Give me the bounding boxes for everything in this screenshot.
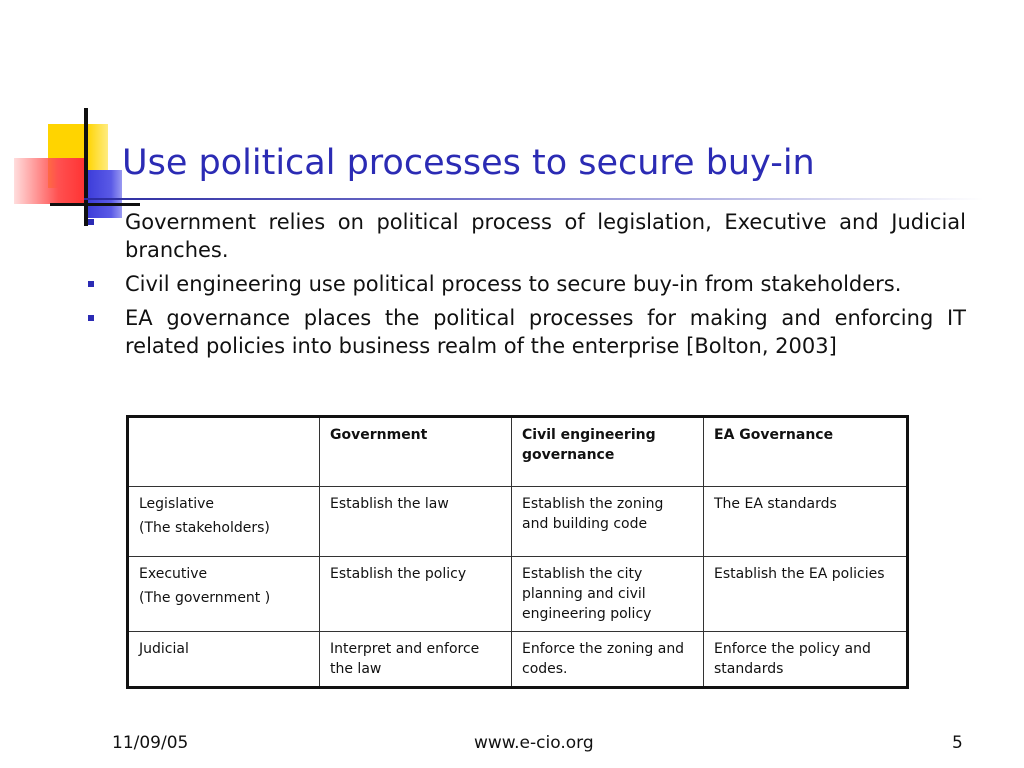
row-header-judicial [128,632,320,688]
comparison-table-wrapper [126,415,906,689]
bullet-item [88,304,966,360]
title-underline [84,198,984,200]
row-label: Executive [139,566,208,582]
row-sublabel: (The government ) [139,590,271,606]
square-bullet-icon [88,219,94,225]
table-cell: Establish the policy [320,557,512,632]
bullet-item [88,270,966,298]
square-bullet-icon [88,281,94,287]
slide-title: Use political processes to secure buy-in [122,143,815,183]
table-cell: Establish the city planning and civil engineering policy [512,557,704,632]
table-row [128,557,908,632]
comparison-table [126,415,909,689]
row-header-executive [128,557,320,632]
bullet-text: Government relies on political process of legislation, Executive and Judicial branches. [125,210,966,262]
table-row [128,487,908,557]
square-bullet-icon [88,315,94,321]
row-label: Judicial [139,641,189,657]
table-row [128,632,908,688]
table-cell: Enforce the zoning and codes. [512,632,704,688]
deco-horizontal-line [50,203,140,206]
bullet-list [88,208,966,366]
bullet-text: Civil engineering use political process to secure buy-in from stakeholders. [125,272,902,296]
table-header-government: Government [320,417,512,487]
table-cell: Establish the zoning and building code [512,487,704,557]
footer-url: www.e-cio.org [474,733,594,753]
table-cell: Enforce the policy and standards [704,632,908,688]
table-cell: The EA standards [704,487,908,557]
table-header-row [128,417,908,487]
row-header-legislative [128,487,320,557]
table-cell: Establish the EA policies [704,557,908,632]
bullet-text: EA governance places the political processes for making and enforcing IT related policies into business realm of the enterprise [Bolton, 2003] [125,306,966,358]
row-sublabel: (The stakeholders) [139,520,270,536]
deco-red-square [14,158,88,204]
bullet-item [88,208,966,264]
footer-page-number: 5 [952,733,963,753]
row-label: Legislative [139,496,214,512]
table-cell: Establish the law [320,487,512,557]
footer-date: 11/09/05 [112,733,189,753]
table-header-cell-empty [128,417,320,487]
table-cell: Interpret and enforce the law [320,632,512,688]
table-header-civil-engineering: Civil engineering governance [512,417,704,487]
table-header-ea-governance: EA Governance [704,417,908,487]
